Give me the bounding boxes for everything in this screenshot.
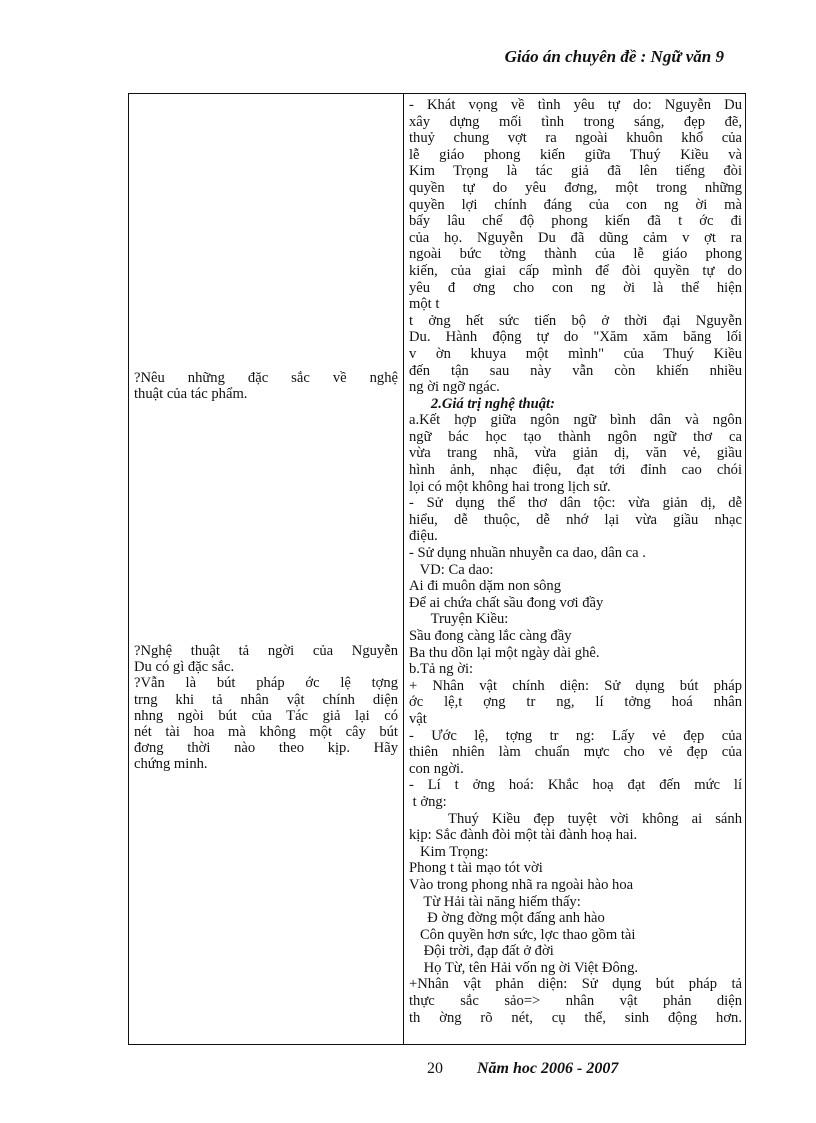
content-line: vật [409,710,427,727]
question-line: nét tài hoa mà không một cây bút [134,724,398,741]
content-line: - Lí t ởng hoá: Khắc hoạ đạt đến mức lí [409,777,742,794]
content-line: a.Kết hợp giữa ngôn ngữ bình dân và ngôn [409,412,742,429]
content-line: + Nhân vật chính diện: Sử dụng bút pháp [409,677,742,694]
content-line: lọi có một không hai trong lịch sử. [409,478,611,495]
question-line: nhng ngòi bút của Tác giả lại có [134,707,398,724]
question-line: ?Nêu những đặc sắc về nghệ [134,370,398,386]
content-line: - Ước lệ, tợng tr ng: Lấy vẻ đẹp của [409,727,742,744]
content-line: Để ai chứa chất sầu đong vơi đầy [409,594,604,611]
content-line: bấy lâu chế độ phong kiến đã t ớc đi [409,213,742,230]
content-line: đến tận sau này vẫn còn khiến nhiều [409,362,742,379]
content-line: t ởng: [409,793,447,810]
content-line: Truyện Kiều: [409,611,509,628]
column-divider [403,93,404,1045]
content-line: hiểu, dễ thuộc, dễ nhớ lại vừa giầu nhạc [409,511,742,528]
content-line: - Sử dụng nhuần nhuyễn ca dao, dân ca . [409,545,646,562]
content-line: 2.Giá trị nghệ thuật: [409,395,555,412]
content-line: quyền lợi chính đáng của con ng ời mà [409,196,742,213]
content-line: điệu. [409,528,438,545]
content-line: Từ Hải tài năng hiếm thấy: [409,893,581,910]
content-line: của họ. Nguyễn Du đã dũng cảm v ợt ra [409,229,742,246]
content-line: Sầu đong càng lắc càng đầy [409,628,572,644]
content-line: thuỷ chung vợt ra ngoài khuôn khổ của [409,130,742,147]
page-number: 20 [427,1060,443,1077]
content-line: quyền tự do yêu đơng, một trong những [409,179,742,196]
content-line: Ai đi muôn dặm non sông [409,578,562,595]
content-line: Kim Trọng là tác giả đã lên tiếng đòi [409,163,742,180]
content-line: +Nhân vật phản diện: Sử dụng bút pháp tả [409,976,742,993]
content-line: kiến, của giai cấp mình để đòi quyền tự do [409,262,742,279]
lesson-content [409,97,742,1042]
question-line: trng khi tả nhân vật chính diện [134,691,398,708]
content-line: v ờn khuya một mình" của Thuý Kiều [409,345,742,362]
content-line: - Khát vọng về tình yêu tự do: Nguyễn Du [409,97,742,113]
content-line: một t [409,296,440,313]
content-line: Ba thu dồn lại một ngày dài ghê. [409,644,600,661]
content-line: hình ảnh, nhạc điệu, đạt tới đỉnh cao chói [409,462,742,479]
question-art-features [134,370,398,402]
content-line: lễ giáo phong kiến giữa Thuý Kiều và [409,146,742,163]
document-header: Giáo án chuyên đề : Ngữ văn 9 [504,47,724,66]
content-line: Đội trời, đạp đất ở đời [409,943,554,960]
content-line: Thuý Kiều đẹp tuyệt vời không ai sánh [409,810,742,827]
content-line: VD: Ca dao: [409,561,494,578]
content-line: - Sử dụng thể thơ dân tộc: vừa giản dị, dễ [409,495,742,512]
content-line: ngữ bác học tạo thành ngôn ngữ thơ ca [409,428,742,445]
content-line: yêu đ ơng cho con ng ời là thể hiện [409,279,742,296]
question-line: Du có gì đặc sắc. [134,659,235,676]
content-line: Họ Từ, tên Hải vốn ng ời Việt Đông. [409,959,639,976]
content-line: ng ời ngỡ ngác. [409,379,500,396]
question-line: thuật của tác phẩm. [134,386,248,403]
content-line: ớc lệ,t ợng tr ng, lí tởng hoá nhân [409,694,742,711]
content-line: t ởng hết sức tiến bộ ở thời đại Nguyễn [409,312,742,329]
content-line: Đ ờng đờng một đấng anh hào [409,910,605,927]
content-line: Phong t tài mạo tót vời [409,860,543,877]
content-line: b.Tả ng ời: [409,661,474,678]
question-character-portrayal [134,643,398,773]
question-line: ?Nghệ thuật tả ngời của Nguyễn [134,643,398,659]
question-line: ?Vẫn là bút pháp ớc lệ tợng [134,675,398,692]
question-line: chứng minh. [134,756,208,773]
content-line: kịp: Sắc đành đòi một tài đành hoạ hai. [409,827,638,844]
content-line: Du. Hành động tự do "Xăm xăm băng lối [409,329,742,346]
content-line: Côn quyền hơn sức, lợc thao gồm tài [409,926,636,943]
content-line: th ờng rõ nét, cụ thể, sinh động hơn. [409,1009,742,1026]
school-year: Năm hoc 2006 - 2007 [477,1060,619,1077]
content-line: Vào trong phong nhã ra ngoài hào hoa [409,876,634,893]
content-line: ngoài bức tờng thành của lễ giáo phong [409,246,742,263]
content-line: Kim Trọng: [409,843,489,860]
content-line: thiên nhiên làm chuẩn mực cho vẻ đẹp của [409,744,742,761]
content-line: con ngời. [409,760,464,777]
content-line: xây dựng mối tình trong sáng, đẹp đẽ, [409,113,742,130]
content-line: vừa trang nhã, vừa giản dị, văn vẻ, giầu [409,445,742,462]
question-line: đơng thời nào theo kịp. Hãy [134,740,398,757]
page-footer [427,1060,618,1078]
content-line: thực sắc sảo=> nhân vật phản diện [409,993,742,1010]
